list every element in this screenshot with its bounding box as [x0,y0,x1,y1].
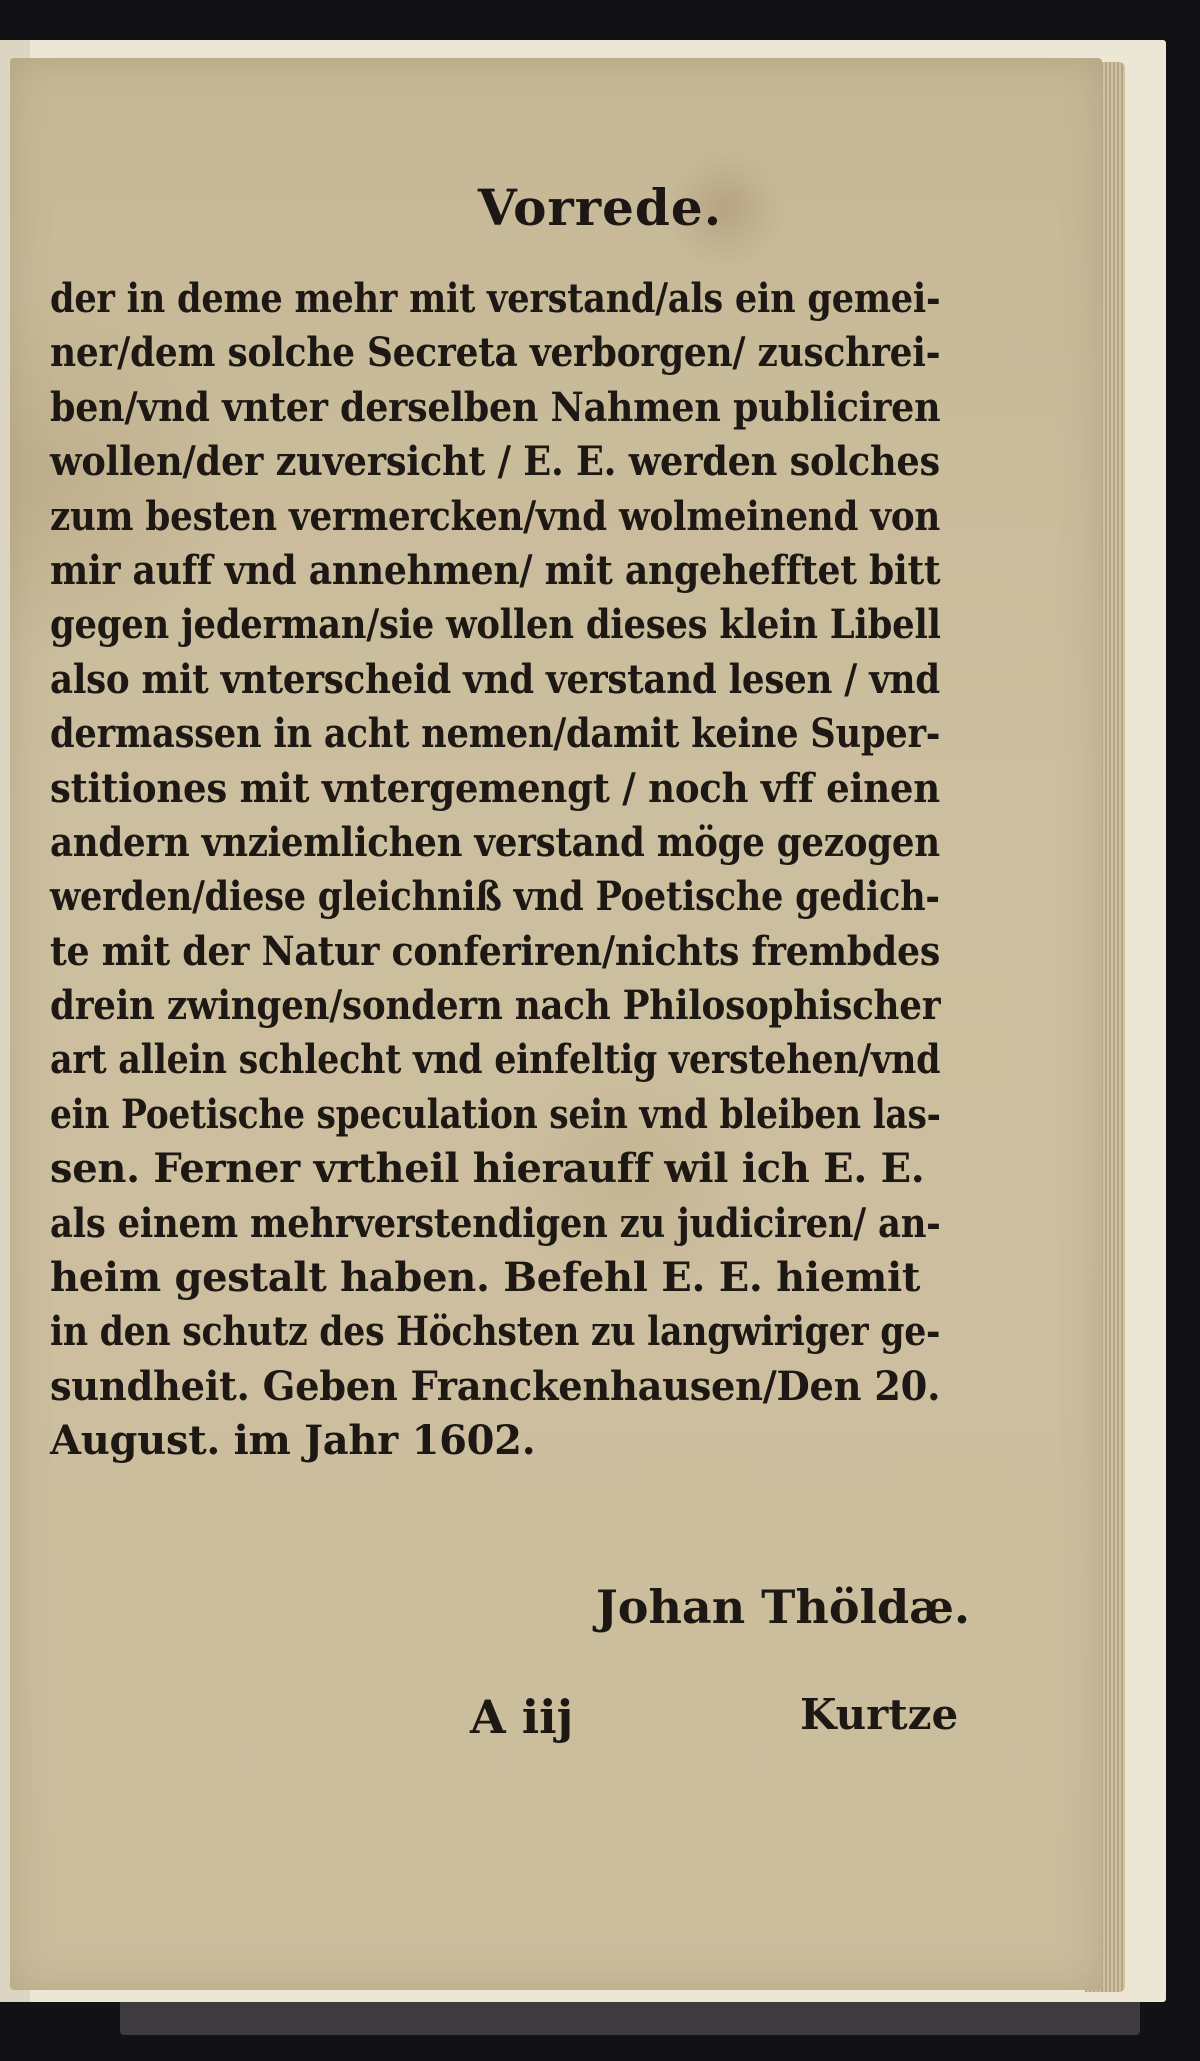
catchword: Kurtze [800,1690,959,1739]
text-line: heim gestalt haben. Befehl E. E. hiemit [50,1254,921,1302]
text-line: stitiones mit vntergemengt / noch vff einen [50,764,940,812]
text-line: sundheit. Geben Franckenhausen/Den 20. [50,1362,941,1410]
text-line: also mit vnterscheid vnd verstand lesen / vnd [50,655,940,703]
text-line: werden/diese gleichniß vnd Poetische gedich- [50,873,940,921]
text-line: drein zwingen/sondern nach Philosophischer [50,982,941,1030]
signature: Johan Thöldæ. [596,1580,971,1634]
text-line: sen. Ferner vrtheil hierauff wil ich E. E. [50,1145,925,1193]
text-line: mir auff vnd annehmen/ mit angehefftet bitt [50,546,941,594]
text-line: art allein schlecht vnd einfeltig verstehen/vnd [50,1036,941,1084]
text-line: andern vnziemlichen verstand möge gezogen [50,818,940,866]
text-line: gegen jederman/sie wollen dieses klein Libell [50,601,941,649]
text-line: ben/vnd vnter derselben Nahmen publiciren [50,383,941,431]
signature-mark: A iij [470,1690,574,1744]
text-line: in den schutz des Höchsten zu langwiriger ge- [50,1308,941,1356]
text-line: zum besten vermercken/vnd wolmeinend von [50,492,941,540]
text-line: dermassen in acht nemen/damit keine Super- [50,710,941,758]
text-line: der in deme mehr mit verstand/als ein gemei- [50,275,941,322]
text-line: te mit der Natur conferiren/nichts frembdes [50,927,941,975]
text-line: August. im Jahr 1602. [50,1417,536,1465]
body-text [50,272,940,1469]
page-headline: Vorrede. [477,178,723,237]
text-line: ein Poetische speculation sein vnd bleiben las- [50,1090,941,1138]
text-line: wollen/der zuversicht / E. E. werden solches [50,438,940,486]
text-line: als einem mehrverstendigen zu judiciren/ an- [50,1199,941,1247]
text-line: ner/dem solche Secreta verborgen/ zuschrei- [50,329,941,377]
